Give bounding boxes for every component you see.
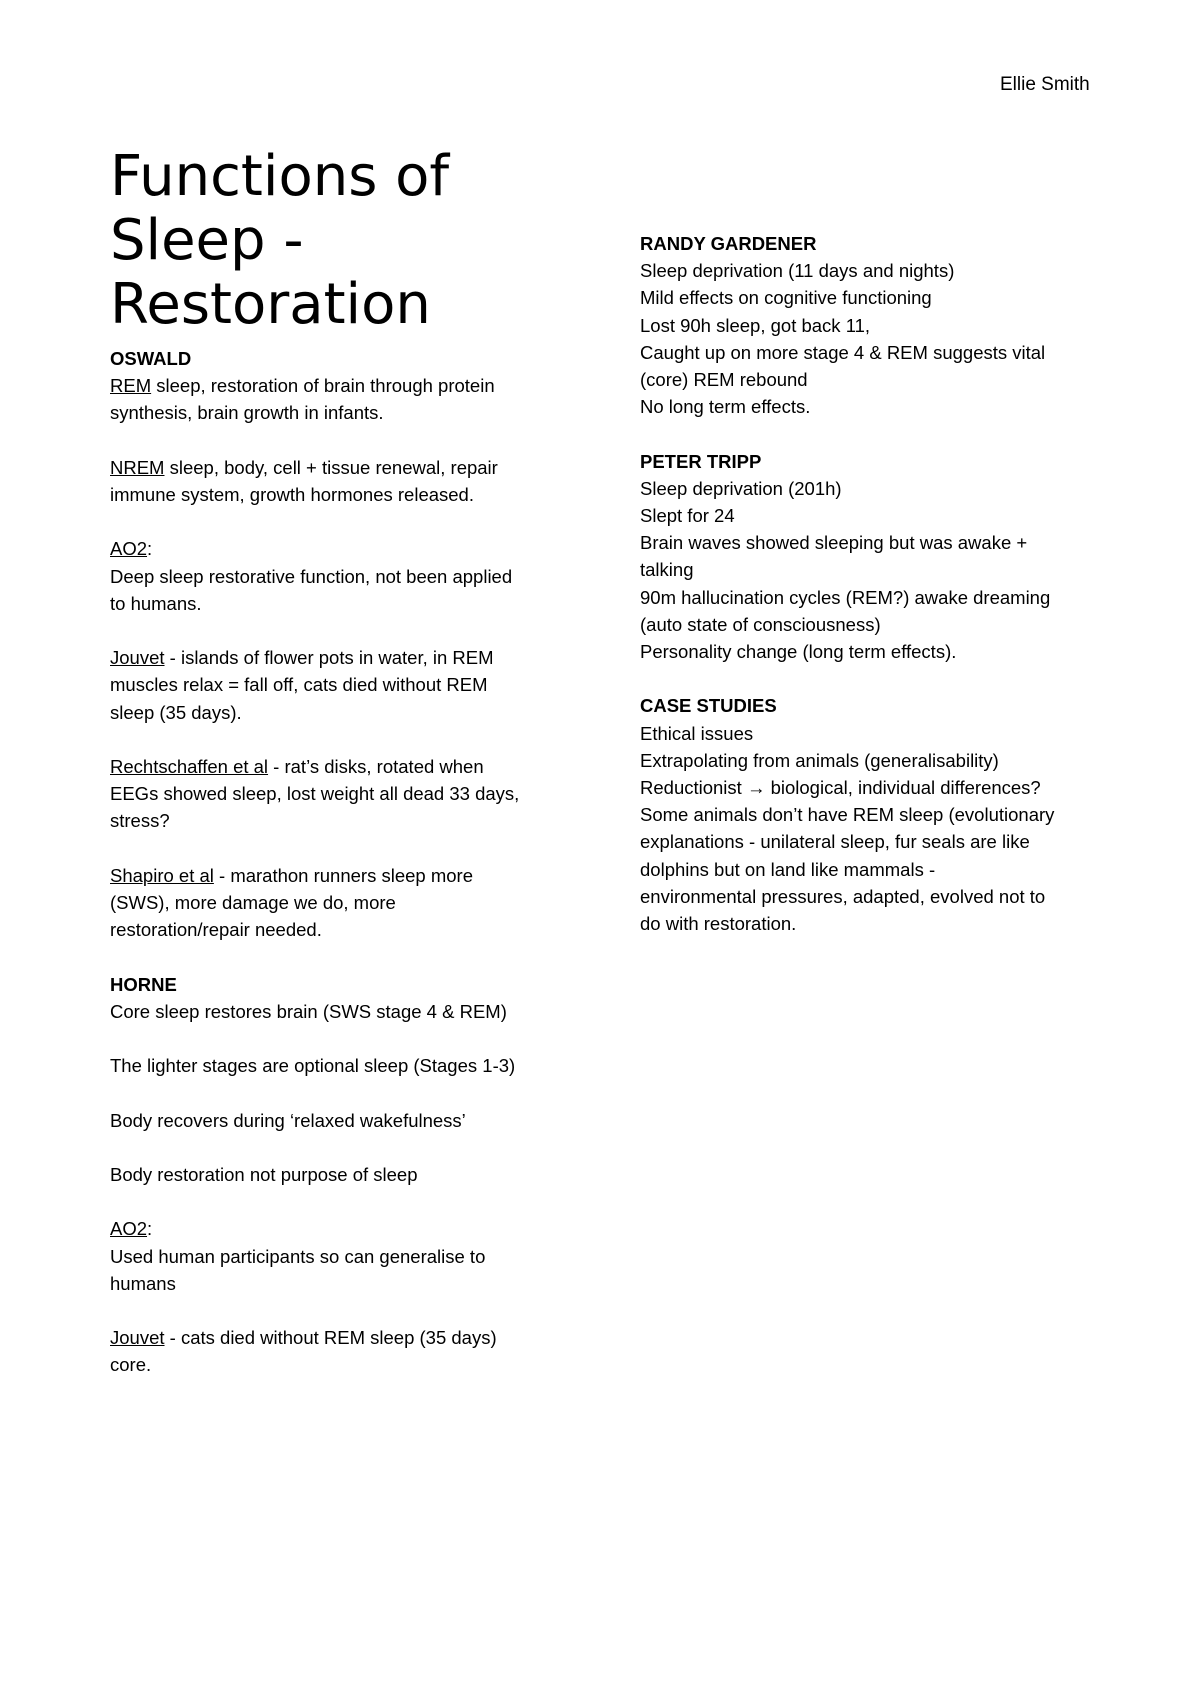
spacer (110, 508, 580, 535)
oswald-nrem-line (110, 454, 580, 481)
ao2-label (110, 535, 580, 562)
horne-text: Core sleep restores brain (SWS stage 4 & REM) (110, 1000, 507, 1022)
shapiro-text: (SWS), more damage we do, more (110, 891, 396, 913)
rechtschaffen-text: EEGs showed sleep, lost weight all dead 33 days, (110, 783, 520, 805)
spacer (110, 835, 580, 862)
spacer (640, 665, 1110, 692)
horne-text: The lighter stages are optional sleep (Stages 1-3) (110, 1055, 516, 1077)
oswald-rem-line (110, 372, 580, 399)
randy-line: No long term effects. (640, 396, 811, 418)
ao2-text: Used human participants so can generalise to (110, 1245, 486, 1267)
oswald-heading: OSWALD (110, 348, 192, 369)
peter-line: talking (640, 559, 694, 581)
jouvet-key-term: Jouvet (110, 647, 165, 669)
horne-heading: HORNE (110, 973, 177, 995)
ao2-colon: : (147, 1218, 153, 1240)
spacer (640, 420, 1110, 447)
case-line: Extrapolating from animals (generalisability) (640, 749, 999, 771)
case-line: explanations - unilateral sleep, fur seals are like (640, 831, 1030, 853)
rem-key-term: REM (110, 375, 152, 397)
rechtschaffen-text: - rat’s disks, rotated when (268, 755, 484, 777)
spacer (110, 1079, 580, 1106)
peter-line: (auto state of consciousness) (640, 613, 881, 635)
spacer (110, 1025, 580, 1052)
jouvet-line (110, 1324, 580, 1351)
randy-line: Mild effects on cognitive functioning (640, 287, 932, 309)
title-line: Functions of (110, 144, 450, 209)
randy-line: Caught up on more stage 4 & REM suggests vital (640, 341, 1046, 363)
title-line: Sleep - (110, 208, 304, 273)
shapiro-key-term: Shapiro et al (110, 864, 214, 886)
shapiro-text: restoration/repair needed. (110, 919, 322, 941)
peter-line: Brain waves showed sleeping but was awake + (640, 532, 1028, 554)
nrem-key-term: NREM (110, 456, 165, 478)
left-column (110, 345, 580, 1379)
ao2-colon: : (147, 538, 153, 560)
randy-line: Sleep deprivation (11 days and nights) (640, 260, 955, 282)
ao2-text: humans (110, 1272, 176, 1294)
right-column (640, 230, 1110, 937)
rem-text: sleep, restoration of brain through protein (151, 375, 495, 397)
spacer (110, 1134, 580, 1161)
case-line: Some animals don’t have REM sleep (evolutionary (640, 804, 1055, 826)
horne-text: Body restoration not purpose of sleep (110, 1163, 418, 1185)
title-line: Restoration (110, 272, 431, 337)
jouvet-text: - islands of flower pots in water, in REM (164, 647, 494, 669)
spacer (110, 1188, 580, 1215)
oswald-nrem-line-2: immune system, growth hormones released. (110, 484, 474, 505)
randy-line: (core) REM rebound (640, 369, 808, 391)
spacer (110, 1297, 580, 1324)
ao2-text: to humans. (110, 592, 202, 614)
case-studies-heading: CASE STUDIES (640, 695, 777, 717)
rechtschaffen-line (110, 753, 580, 780)
horne-text: Body recovers during ‘relaxed wakefulness’ (110, 1109, 466, 1131)
peter-line: Personality change (long term effects). (640, 641, 957, 663)
jouvet-text: core. (110, 1354, 152, 1376)
ao2-key-term: AO2 (110, 538, 148, 560)
rechtschaffen-key-term: Rechtschaffen et al (110, 755, 269, 777)
ao2-key-term: AO2 (110, 1218, 148, 1240)
case-line: dolphins but on land like mammals - (640, 858, 936, 880)
peter-tripp-heading: PETER TRIPP (640, 450, 762, 472)
shapiro-line (110, 862, 580, 889)
spacer (110, 726, 580, 753)
peter-line: 90m hallucination cycles (REM?) awake dreaming (640, 586, 1051, 608)
randy-gardener-heading: RANDY GARDENER (640, 233, 817, 254)
ao2-text: Deep sleep restorative function, not been applied (110, 565, 513, 587)
spacer (110, 427, 580, 454)
randy-line: Lost 90h sleep, got back 11, (640, 314, 871, 336)
case-line: environmental pressures, adapted, evolved not to (640, 885, 1046, 907)
case-line: do with restoration. (640, 913, 797, 935)
peter-line: Slept for 24 (640, 505, 735, 527)
author-name: Ellie Smith (1000, 74, 1090, 95)
case-line: Ethical issues (640, 722, 754, 744)
jouvet-text: - cats died without REM sleep (35 days) (164, 1327, 497, 1349)
jouvet-text: muscles relax = fall off, cats died without REM (110, 674, 488, 696)
case-line: Reductionist → biological, individual differences? (640, 777, 1041, 799)
page-title (110, 145, 570, 337)
jouvet-text: sleep (35 days). (110, 701, 242, 723)
spacer (110, 617, 580, 644)
shapiro-text: - marathon runners sleep more (213, 864, 473, 886)
jouvet-key-term: Jouvet (110, 1327, 165, 1349)
oswald-rem-line-2: synthesis, brain growth in infants. (110, 402, 384, 424)
jouvet-line (110, 644, 580, 671)
ao2-label (110, 1215, 580, 1242)
rechtschaffen-text: stress? (110, 810, 170, 832)
peter-line: Sleep deprivation (201h) (640, 477, 842, 499)
spacer (110, 943, 580, 970)
nrem-text: sleep, body, cell + tissue renewal, repair (164, 456, 498, 478)
